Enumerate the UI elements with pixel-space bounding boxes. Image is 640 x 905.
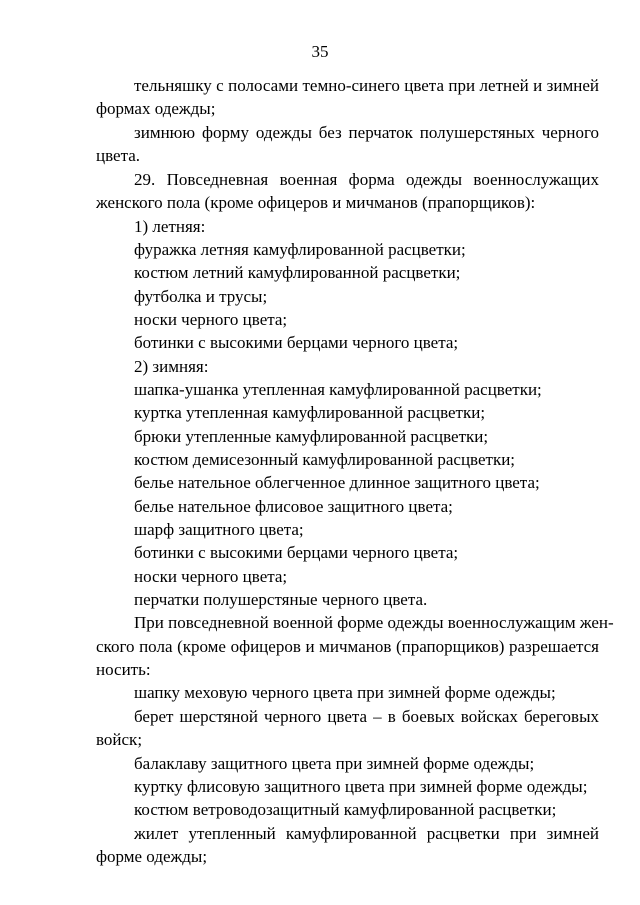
text-line: войск; (96, 730, 143, 749)
text-line: берет шерстяной черного цвета – в боевых войсках береговых (134, 707, 599, 726)
text-line: балаклаву защитного цвета при зимней форме одежды; (134, 754, 535, 773)
text-line: 29. Повседневная военная форма одежды военнослужащих (134, 170, 599, 189)
text-line: белье нательное флисовое защитного цвета; (134, 497, 453, 516)
text-line: 1) летняя: (134, 217, 206, 236)
text-line: костюм демисезонный камуфлированной расцветки; (134, 450, 516, 469)
text-line: женского пола (кроме офицеров и мичманов (прапорщиков): (96, 193, 536, 212)
text-line: футболка и трусы; (134, 287, 268, 306)
text-line: При повседневной военной форме одежды военнослужащим жен- (134, 613, 614, 632)
text-line: перчатки полушерстяные черного цвета. (134, 590, 428, 609)
text-line: ского пола (кроме офицеров и мичманов (прапорщиков) разрешается (96, 637, 599, 656)
text-line: носки черного цвета; (134, 310, 288, 329)
text-line: белье нательное облегченное длинное защитного цвета; (134, 473, 540, 492)
page-number: 35 (311, 42, 329, 61)
text-line: костюм ветроводозащитный камуфлированной расцветки; (134, 800, 557, 819)
text-line: брюки утепленные камуфлированной расцветки; (134, 427, 489, 446)
text-line: костюм летний камуфлированной расцветки; (134, 263, 461, 282)
text-line: жилет утепленный камуфлированной расцветки при зимней (134, 824, 599, 843)
text-line: 2) зимняя: (134, 357, 209, 376)
text-line: куртка утепленная камуфлированной расцветки; (134, 403, 486, 422)
text-line: формах одежды; (96, 99, 216, 118)
text-line: ботинки с высокими берцами черного цвета; (134, 333, 459, 352)
text-line: куртку флисовую защитного цвета при зимней форме одежды; (134, 777, 588, 796)
text-line: форме одежды; (96, 847, 208, 866)
text-line: тельняшку с полосами темно-синего цвета при летней и зимней (134, 76, 599, 95)
text-line: шапка-ушанка утепленная камуфлированной расцветки; (134, 380, 542, 399)
text-line: носки черного цвета; (134, 567, 288, 586)
text-line: шарф защитного цвета; (134, 520, 304, 539)
text-line: цвета. (96, 146, 141, 165)
text-line: шапку меховую черного цвета при зимней форме одежды; (134, 683, 556, 702)
text-line: носить: (96, 660, 151, 679)
text-line: фуражка летняя камуфлированной расцветки; (134, 240, 466, 259)
text-line: зимнюю форму одежды без перчаток полушерстяных черного (134, 123, 599, 142)
text-line: ботинки с высокими берцами черного цвета; (134, 543, 459, 562)
